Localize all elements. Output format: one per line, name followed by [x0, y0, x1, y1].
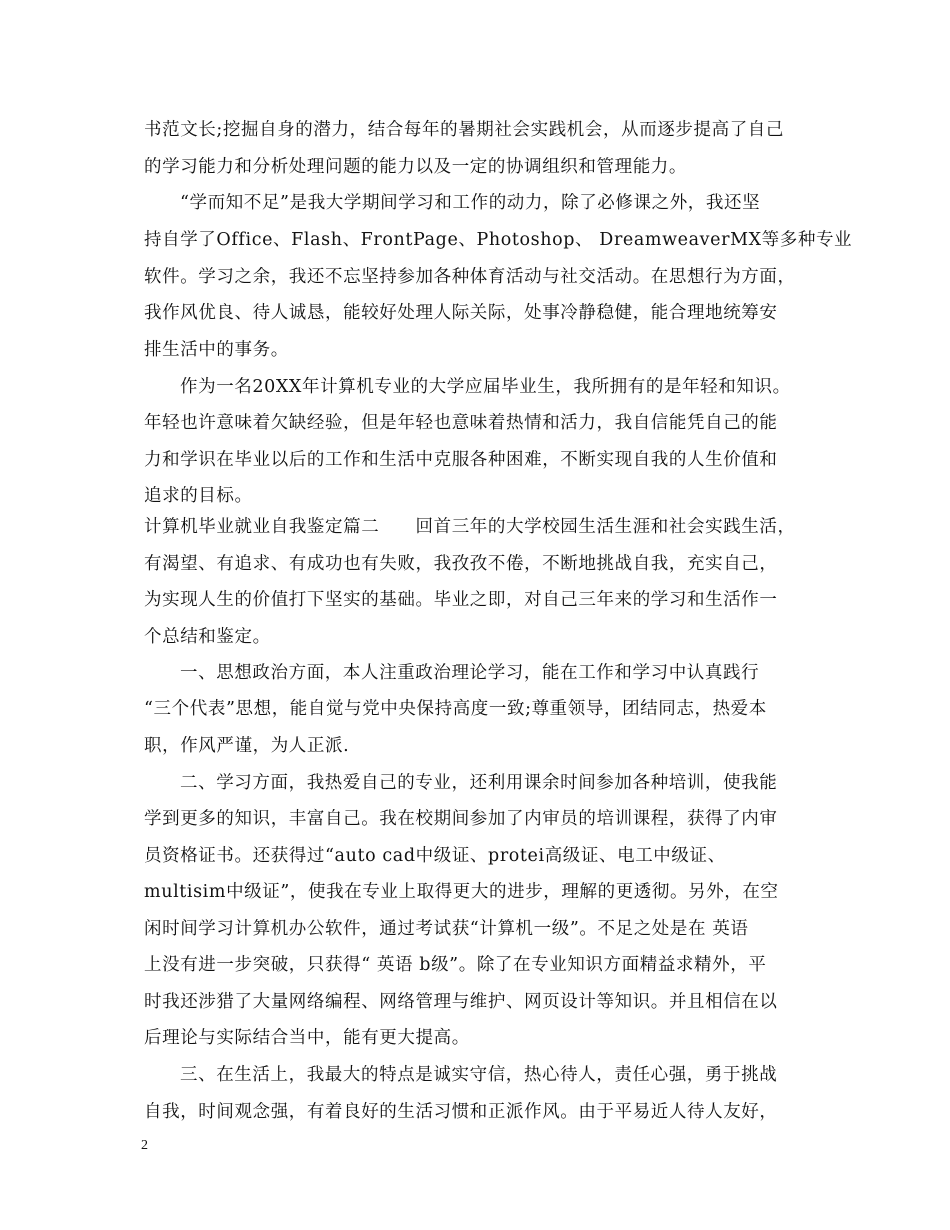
text-line: 力和学识在毕业以后的工作和生活中克服各种困难，不断实现自我的人生价值和: [144, 450, 778, 470]
text-line: 个总结和鉴定。: [144, 627, 271, 647]
text-line: 追求的目标。: [144, 486, 253, 506]
text-line: 时我还涉猎了大量网络编程、网络管理与维护、网页设计等知识。并且相信在以: [144, 992, 778, 1012]
text-line: 计算机毕业就业自我鉴定篇二 回首三年的大学校园生活生涯和社会实践生活，: [144, 517, 796, 537]
text-line: 上没有进一步突破，只获得“ 英语 b级”。除了在专业知识方面精益求精外，平: [144, 955, 767, 975]
text-line: 的学习能力和分析处理问题的能力以及一定的协调组织和管理能力。: [144, 157, 687, 177]
text-line: “三个代表”思想，能自觉与党中央保持高度一致;尊重领导，团结同志，热爱本: [144, 699, 767, 719]
text-line: 年轻也许意味着欠缺经验，但是年轻也意味着热情和活力，我自信能凭自己的能: [144, 413, 778, 433]
text-line: 自我，时间观念强，有着良好的生活习惯和正派作风。由于平易近人待人友好，: [144, 1102, 778, 1122]
text-line: 闲时间学习计算机办公软件，通过考试获“计算机一级”。不足之处是在 英语: [144, 919, 749, 939]
text-line: 后理论与实际结合当中，能有更大提高。: [144, 1028, 470, 1048]
page-number: 2: [141, 1138, 148, 1153]
text-line: 持自学了Office、Flash、FrontPage、Photoshop、 DreamweaverMX等多种专业: [144, 230, 853, 250]
text-line: multisim中级证”，使我在专业上取得更大的进步，理解的更透彻。另外，在空: [144, 882, 779, 902]
text-line: 作为一名20XX年计算机专业的大学应届毕业生，我所拥有的是年轻和知识。: [180, 377, 791, 397]
text-line: 二、学习方面，我热爱自己的专业，还利用课余时间参加各种培训，使我能: [180, 773, 778, 793]
text-line: 排生活中的事务。: [144, 340, 289, 360]
text-line: 软件。学习之余，我还不忘坚持参加各种体育活动与社交活动。在思想行为方面，: [144, 267, 796, 287]
text-line: 一、思想政治方面，本人注重政治理论学习，能在工作和学习中认真践行: [180, 663, 760, 683]
text-line: 员资格证书。还获得过“auto cad中级证、protei高级证、电工中级证、: [144, 846, 726, 866]
text-line: 三、在生活上，我最大的特点是诚实守信，热心待人，责任心强，勇于挑战: [180, 1065, 778, 1085]
text-line: “学而知不足”是我大学期间学习和工作的动力，除了必修课之外，我还坚: [180, 193, 761, 213]
text-line: 学到更多的知识，丰富自己。我在校期间参加了内审员的培训课程，获得了内审: [144, 809, 778, 829]
text-line: 为实现人生的价值打下坚实的基础。毕业之即，对自己三年来的学习和生活作一: [144, 590, 778, 610]
text-line: 书范文长;挖掘自身的潜力，结合每年的暑期社会实践机会，从而逐步提高了自己: [144, 120, 784, 140]
text-line: 有渴望、有追求、有成功也有失败，我孜孜不倦，不断地挑战自我，充实自己，: [144, 554, 778, 574]
text-line: 职，作风严谨，为人正派.: [144, 736, 350, 756]
text-line: 我作风优良、待人诚恳，能较好处理人际关际，处事冷静稳健，能合理地统筹安: [144, 303, 778, 323]
